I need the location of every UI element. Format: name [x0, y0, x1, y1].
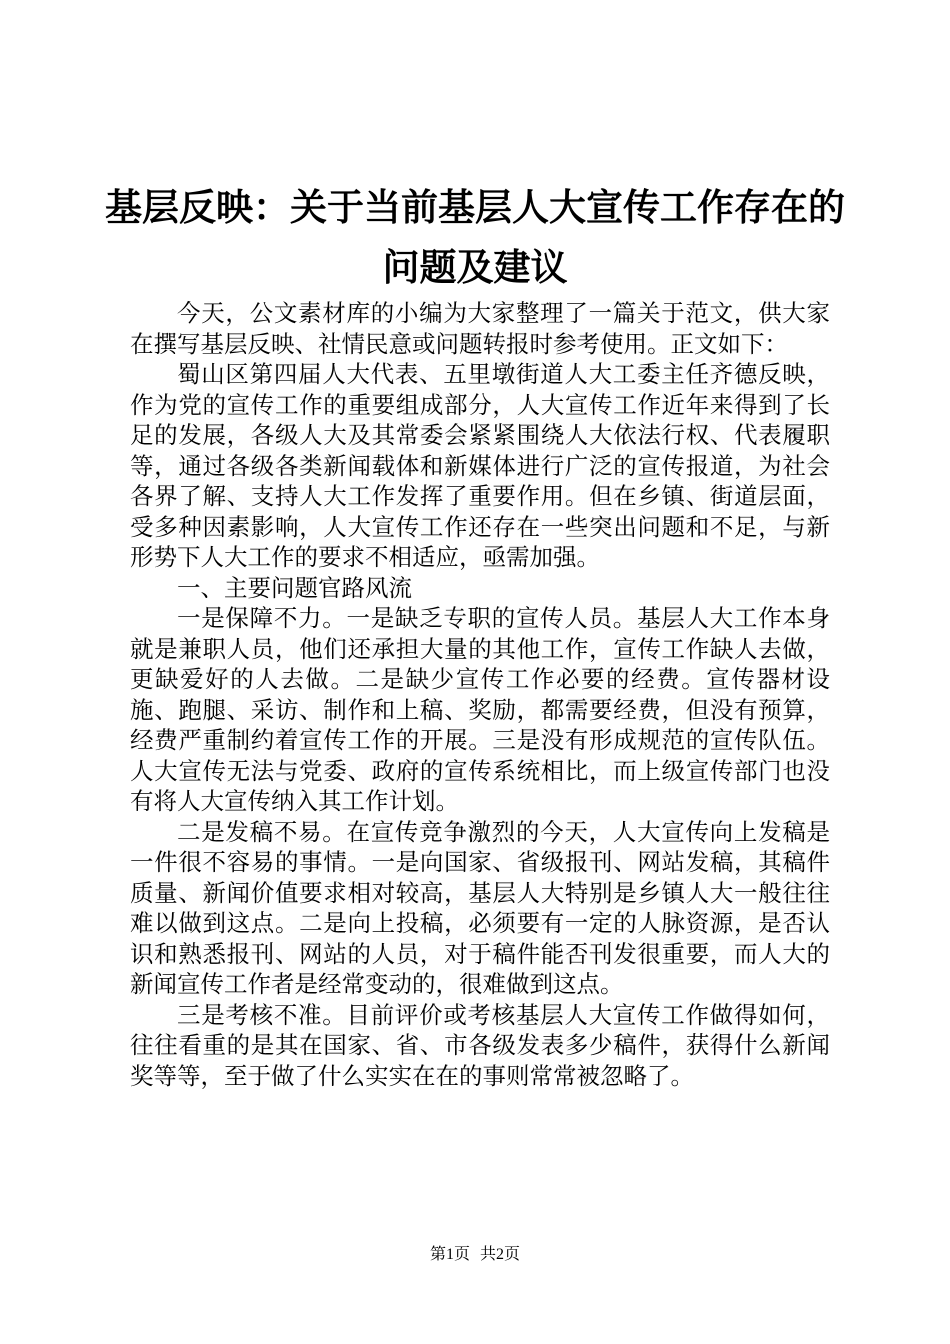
document-title-line-1: 基层反映：关于当前基层人大宣传工作存在的: [105, 186, 845, 229]
page-footer: [0, 1245, 950, 1265]
document-title-line-2: 问题及建议: [382, 246, 568, 289]
paragraph-issue-3: 三是考核不准。目前评价或考核基层人大宣传工作做得如何，往往看重的是其在国家、省、市各级发表多少稿件，获得什么新闻奖等等，至于做了什么实实在在的事则常常被忽略了。: [130, 1000, 830, 1090]
document-body: [130, 298, 830, 1091]
paragraph-background: 蜀山区第四届人大代表、五里墩街道人大工委主任齐德反映，作为党的宣传工作的重要组成部分，人大宣传工作近年来得到了长足的发展，各级人大及其常委会紧紧围绕人大依法行权、代表履职等，通过各级各类新闻载体和新媒体进行广泛的宣传报道，为社会各界了解、支持人大工作发挥了重要作用。但在乡镇、街道层面，受多种因素影响，人大宣传工作还存在一些突出问题和不足，与新形势下人大工作的要求不相适应，亟需加强。: [130, 360, 830, 571]
section-heading: 一、主要问题官路风流: [177, 573, 412, 602]
paragraph-issue-1: 一是保障不力。一是缺乏专职的宣传人员。基层人大工作本身就是兼职人员，他们还承担大量的其他工作，宣传工作缺人去做，更缺爱好的人去做。二是缺少宣传工作必要的经费。宣传器材设施、跑腿、采访、制作和上稿、奖励，都需要经费，但没有预算，经费严重制约着宣传工作的开展。三是没有形成规范的宣传队伍。人大宣传无法与党委、政府的宣传系统相比，而上级宣传部门也没有将人大宣传纳入其工作计划。: [130, 604, 830, 815]
paragraph-issue-2: 二是发稿不易。在宣传竞争激烈的今天，人大宣传向上发稿是一件很不容易的事情。一是向国家、省级报刊、网站发稿，其稿件质量、新闻价值要求相对较高，基层人大特别是乡镇人大一般往往难以做到这点。二是向上投稿，必须要有一定的人脉资源，是否认识和熟悉报刊、网站的人员，对于稿件能否刊发很重要，而人大的新闻宣传工作者是经常变动的，很难做到这点。: [130, 817, 830, 998]
page-total: 共2页: [480, 1246, 521, 1263]
paragraph-intro: 今天，公文素材库的小编为大家整理了一篇关于范文，供大家在撰写基层反映、社情民意或问题转报时参考使用。正文如下：: [130, 299, 830, 358]
page-number: 第1页: [429, 1246, 470, 1263]
